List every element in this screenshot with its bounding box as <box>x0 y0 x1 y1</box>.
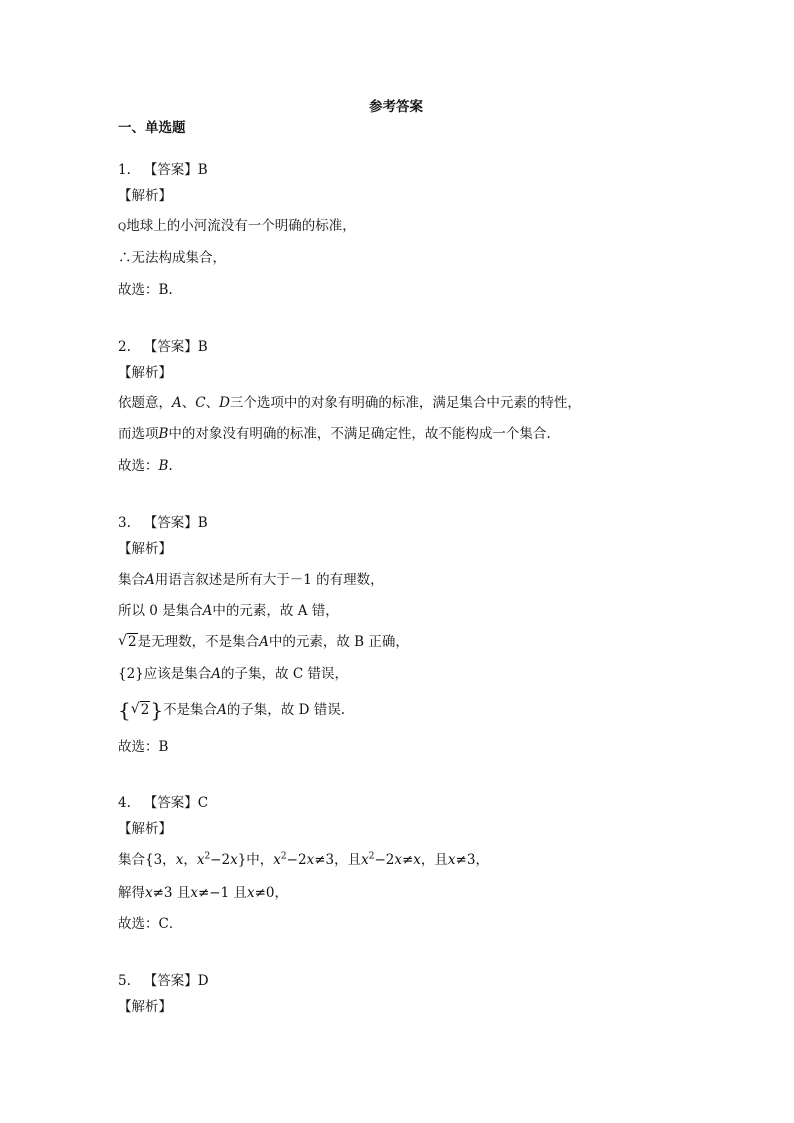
q3-var-a: A <box>217 702 227 718</box>
var-x: x <box>230 852 238 868</box>
var-x: x <box>190 885 198 901</box>
q4-l1-text: }中， <box>237 852 274 868</box>
q3-analysis-label: 【解析】 <box>118 541 172 557</box>
q2-analysis-label: 【解析】 <box>118 365 172 381</box>
q2-var-b: B <box>158 458 169 474</box>
page-title: 参考答案 <box>369 99 423 115</box>
q4-l2-text: ≠−1 且 <box>197 885 247 901</box>
var-x: x <box>145 885 153 901</box>
q4-l2-text: ≠0， <box>254 885 288 901</box>
q3-answer: 【答案】B <box>143 515 208 531</box>
sqrt-expression <box>131 701 151 719</box>
q4-line-2 <box>118 884 288 902</box>
q1-analysis-label: 【解析】 <box>118 188 172 204</box>
q4-number: 4. <box>118 795 131 811</box>
q2-l2-text: 而选项 <box>118 426 159 442</box>
sqrt-expression <box>118 633 138 651</box>
q5-answer-line <box>118 972 209 990</box>
q3-line-6: 故选：B <box>118 739 169 755</box>
q1-because-symbol: Q <box>118 222 127 233</box>
q4-l2-text: ≠3 且 <box>152 885 191 901</box>
q3-l3-text: 中的元素，故 B 正确， <box>268 634 409 650</box>
q1-line-1-text: 地球上的小河流没有一个明确的标准， <box>126 218 356 234</box>
q2-line-1 <box>118 394 581 412</box>
var-x: x <box>246 885 255 901</box>
right-brace: } <box>150 698 164 722</box>
q2-answer: 【答案】B <box>143 339 208 355</box>
exponent: 2 <box>280 851 287 862</box>
var-x: x <box>413 852 421 868</box>
q3-l2-text: 所以 0 是集合 <box>118 603 203 619</box>
q3-l3-text: 是无理数，不是集合 <box>137 634 260 650</box>
q2-var-b: B <box>158 426 169 442</box>
q3-line-5 <box>118 698 346 722</box>
var-x: x <box>361 852 369 868</box>
q5-analysis-label: 【解析】 <box>118 999 172 1015</box>
q1-answer-line <box>118 161 208 179</box>
q2-var-c: C <box>195 395 206 411</box>
left-brace: { <box>118 698 131 722</box>
q1-line-1 <box>118 217 356 237</box>
q4-l1-text: ，且 <box>420 852 448 868</box>
q3-l2-text: 中的元素，故 A 错， <box>212 603 339 619</box>
q4-analysis-label: 【解析】 <box>118 821 172 837</box>
q3-line-2 <box>118 602 339 620</box>
q1-line-2 <box>118 249 226 267</box>
var-x: x <box>196 852 205 868</box>
q3-var-a: A <box>145 572 155 588</box>
q1-line-2-text: 无法构成集合， <box>131 250 226 266</box>
q5-number: 5. <box>118 973 131 989</box>
q1-answer: 【答案】B <box>143 162 208 178</box>
q3-number: 3. <box>118 515 131 531</box>
q3-answer-line <box>118 514 208 532</box>
exponent: 2 <box>368 851 375 862</box>
q2-l2-text: 中的对象没有明确的标准，不满足确定性，故不能构成一个集合. <box>168 426 551 442</box>
q3-var-a: A <box>202 603 213 619</box>
q4-l1-text: −2 <box>286 852 307 868</box>
q2-sep: 、 <box>205 395 220 411</box>
q3-l5-text: 不是集合 <box>163 702 218 718</box>
q5-answer: 【答案】D <box>143 973 209 989</box>
var-x: x <box>273 852 281 868</box>
q2-var-d: D <box>219 395 230 411</box>
q2-number: 2. <box>118 339 131 355</box>
q1-line-3: 故选：B. <box>118 282 173 298</box>
q2-answer-line <box>118 338 208 356</box>
q3-l1-text: 用语言叙述是所有大于－1 的有理数， <box>154 572 384 588</box>
exponent: 2 <box>204 851 211 862</box>
q4-answer-line <box>118 794 208 812</box>
q4-l1-text: ， <box>183 852 197 868</box>
q3-line-1 <box>118 571 384 589</box>
q4-l1-text: ≠3，且 <box>314 852 362 868</box>
q3-l1-text: 集合 <box>118 572 145 588</box>
q4-l1-text: ≠3， <box>455 852 489 868</box>
q2-line-3 <box>118 457 173 475</box>
q4-line-1 <box>118 851 489 869</box>
q3-var-a: A <box>211 666 222 682</box>
q3-line-4 <box>118 665 348 683</box>
q4-l2-text: 解得 <box>118 885 145 901</box>
q3-l4-text: {2}应该是集合 <box>118 666 212 682</box>
q4-line-3: 故选：C． <box>118 916 183 932</box>
q2-l1-text: 三个选项中的对象有明确的标准，满足集合中元素的特性， <box>229 395 581 411</box>
q2-line-2 <box>118 425 551 443</box>
var-x: x <box>306 852 315 868</box>
q2-var-a: A <box>172 395 182 411</box>
q4-l1-text: −2 <box>210 852 231 868</box>
q3-l4-text: 的子集，故 C 错误， <box>221 666 348 682</box>
q4-l1-text: 集合{3， <box>118 852 176 868</box>
q3-line-3 <box>118 633 409 651</box>
q2-l3-text: . <box>168 458 173 474</box>
q4-l1-text: −2 <box>374 852 395 868</box>
var-x: x <box>394 852 402 868</box>
section-heading: 一、单选题 <box>118 120 186 136</box>
sqrt-radicand: 2 <box>140 702 150 718</box>
q2-l3-text: 故选： <box>118 458 159 474</box>
q3-var-a: A <box>259 634 269 650</box>
q1-therefore-symbol: ∴ <box>118 250 132 266</box>
q4-l1-text: ≠ <box>401 852 414 868</box>
q2-l1-text: 依题意， <box>118 395 172 411</box>
q4-answer: 【答案】C <box>143 795 209 811</box>
sqrt-radicand: 2 <box>128 634 137 650</box>
q3-l5-text: 的子集，故 D 错误. <box>226 702 346 718</box>
var-x: x <box>447 852 456 868</box>
q2-sep: 、 <box>181 395 196 411</box>
q1-number: 1. <box>118 162 131 178</box>
var-x: x <box>175 852 184 868</box>
